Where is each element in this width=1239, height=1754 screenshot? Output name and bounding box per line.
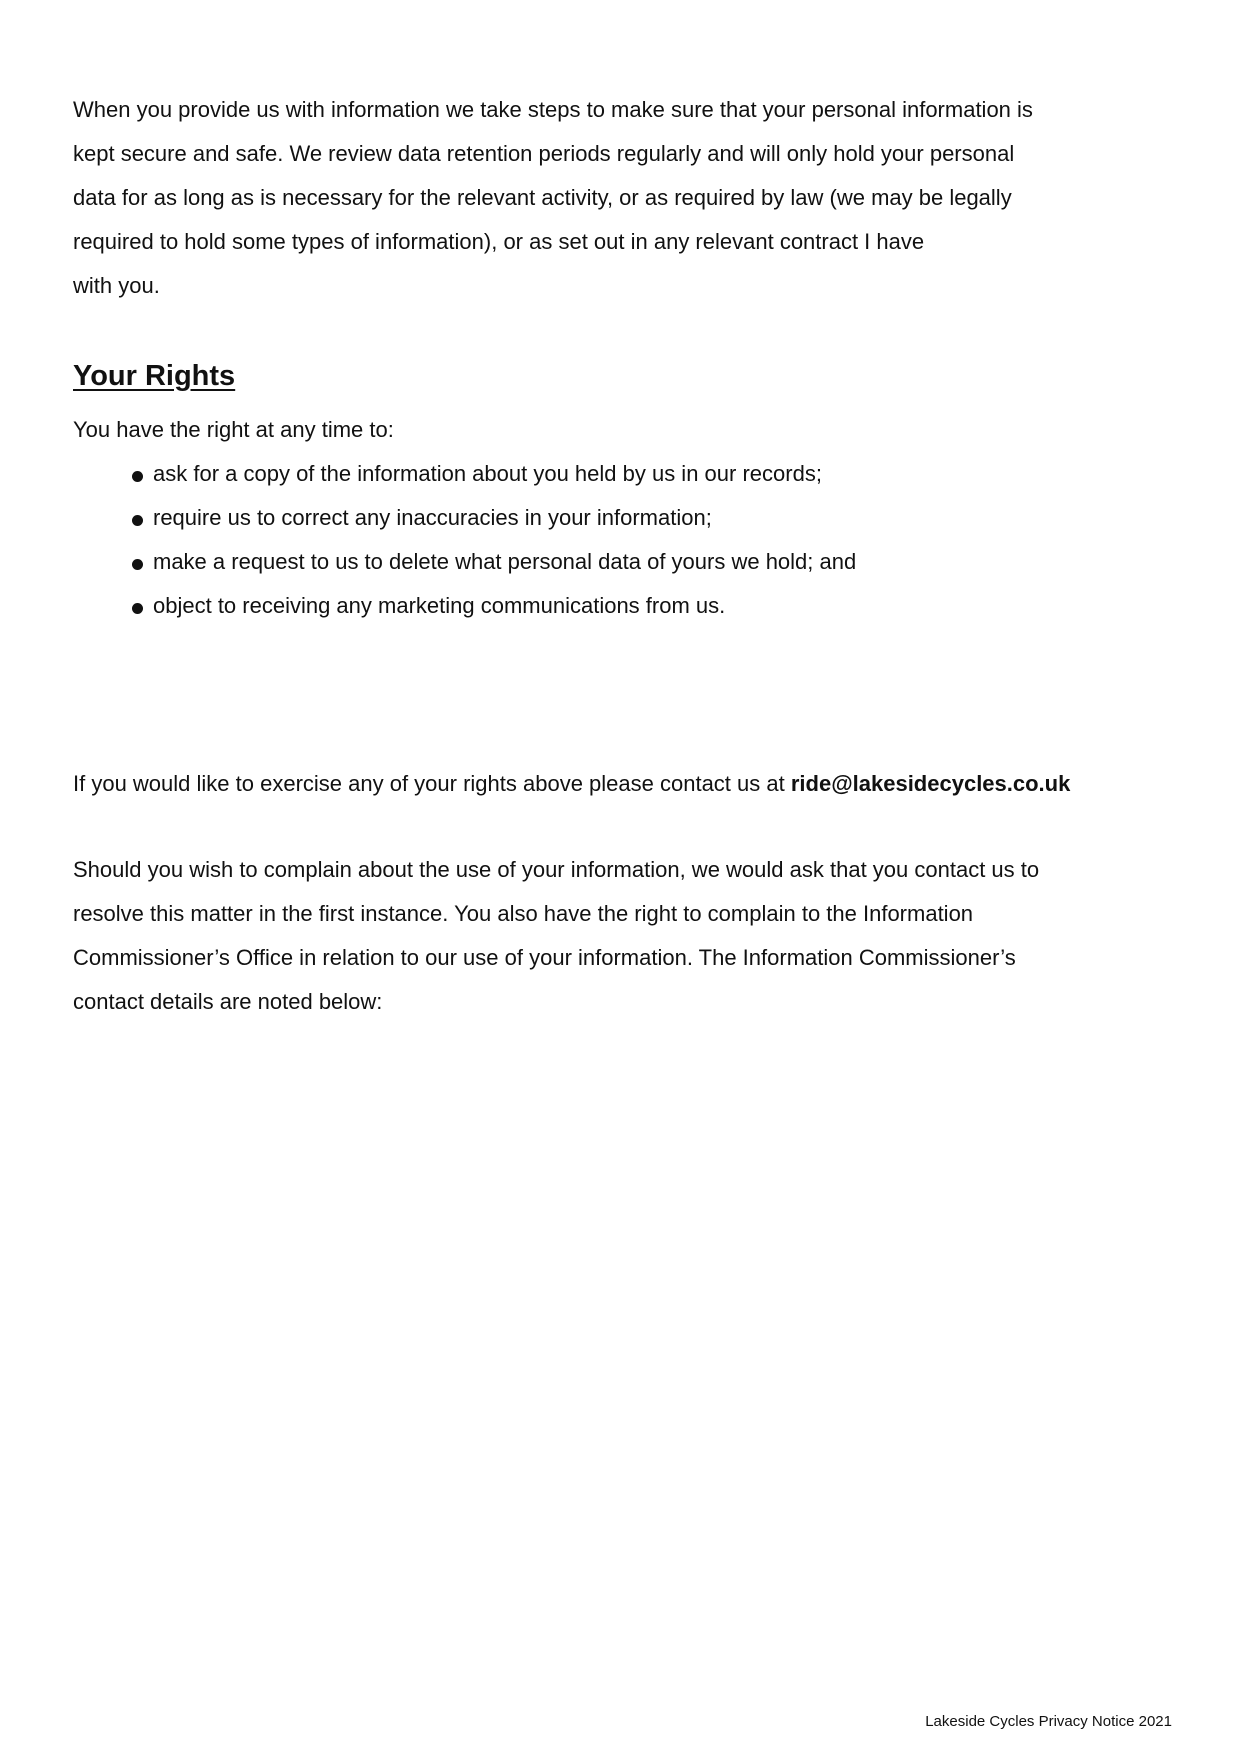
paragraph-line: required to hold some types of information), or as set out in any relevant contract I have (73, 229, 925, 254)
bullet-icon (132, 515, 143, 526)
retention-paragraph (73, 88, 1113, 308)
paragraph-line: contact details are noted below: (73, 989, 383, 1014)
page-footer: Lakeside Cycles Privacy Notice 2021 (925, 1713, 1172, 1730)
paragraph-line: resolve this matter in the first instance. You also have the right to complain to the Information (73, 901, 974, 926)
list-item (132, 496, 856, 540)
rights-intro: You have the right at any time to: (73, 417, 394, 442)
list-item-text: require us to correct any inaccuracies in your information; (153, 505, 712, 530)
list-item-text: ask for a copy of the information about you held by us in our records; (153, 461, 822, 486)
paragraph-line: kept secure and safe. We review data retention periods regularly and will only hold your personal (73, 141, 1015, 166)
complaint-paragraph (73, 848, 1039, 1024)
list-item (132, 452, 856, 496)
contact-email: ride@lakesidecycles.co.uk (790, 771, 1071, 796)
bullet-icon (132, 559, 143, 570)
document-page (73, 88, 1113, 1014)
contact-text: If you would like to exercise any of your rights above please contact us at (73, 771, 791, 796)
bullet-icon (132, 471, 143, 482)
list-item (132, 584, 856, 628)
paragraph-line: Commissioner’s Office in relation to our use of your information. The Information Commissioner’s (73, 945, 1016, 970)
list-item (132, 540, 856, 584)
list-item-text: make a request to us to delete what personal data of yours we hold; and (153, 549, 857, 574)
bullet-icon (132, 603, 143, 614)
paragraph-line: data for as long as is necessary for the relevant activity, or as required by law (we may be legally (73, 185, 1012, 210)
paragraph-line: When you provide us with information we take steps to make sure that your personal information is (73, 97, 1033, 122)
list-item-text: object to receiving any marketing communications from us. (153, 593, 726, 618)
section-heading-your-rights: Your Rights (73, 360, 236, 392)
paragraph-line: with you. (73, 273, 160, 298)
rights-list (132, 452, 856, 628)
contact-paragraph (73, 762, 1070, 806)
paragraph-line: Should you wish to complain about the use of your information, we would ask that you contact us to (73, 857, 1040, 882)
